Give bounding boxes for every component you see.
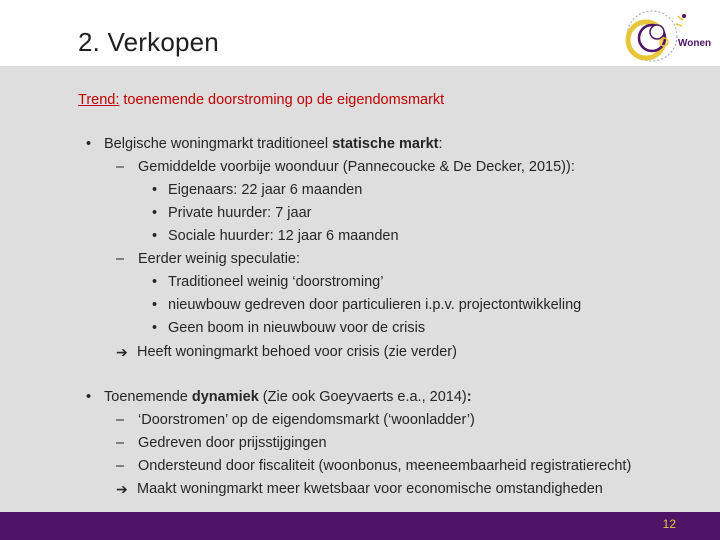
sub2-dash: – [116, 251, 125, 267]
section2-citation: (Zie ook Goeyvaerts e.a., 2014) [258, 389, 467, 405]
section1-colon: : [438, 136, 443, 152]
list-item-bullet: • [152, 297, 158, 313]
list-item-dash: – [116, 435, 125, 451]
list-item: nieuwbouw gedreven door particulieren i.p.v. projectontwikkeling [168, 297, 582, 313]
logo-text: Wonen [678, 38, 712, 49]
list-item: Geen boom in nieuwbouw voor de crisis [168, 320, 426, 336]
list-item-dash: – [116, 412, 125, 428]
section1-text: Belgische woningmarkt traditioneel [104, 136, 333, 152]
list-item-dash: – [116, 458, 125, 474]
section2-bold: dynamiek [191, 389, 259, 405]
page-number: 12 [662, 517, 676, 531]
slide-header [0, 0, 720, 66]
section1-bold: statische markt [332, 136, 439, 152]
trend-label: Trend: [78, 92, 120, 108]
list-item-bullet: • [152, 228, 158, 244]
list-item-bullet: • [152, 205, 158, 221]
section1-conclusion: Heeft woningmarkt behoed voor crisis (zie verder) [137, 344, 457, 360]
list-item: Private huurder: 7 jaar [168, 205, 312, 221]
slide-footer [0, 512, 720, 540]
section1-heading [104, 135, 443, 153]
sub1-dash: – [116, 159, 125, 175]
list-item: Ondersteund door fiscaliteit (woonbonus, meeneembaarheid registratierecht) [138, 458, 632, 474]
list-item-bullet: • [152, 320, 158, 336]
list-item-bullet: • [152, 182, 158, 198]
sub2-text: Eerder weinig speculatie: [138, 251, 301, 267]
section2-conclusion: Maakt woningmarkt meer kwetsbaar voor economische omstandigheden [137, 481, 603, 497]
slide-title: 2. Verkopen [78, 27, 219, 57]
list-item: ‘Doorstromen’ op de eigendomsmarkt (‘woonladder’) [138, 412, 475, 428]
arrow-right-icon: ➔ [116, 344, 128, 360]
list-item: Traditioneel weinig ‘doorstroming’ [168, 274, 384, 290]
trend-text: toenemende doorstroming op de eigendomsmarkt [119, 92, 445, 108]
list-item: Eigenaars: 22 jaar 6 maanden [168, 182, 363, 198]
section2-colon: : [466, 389, 472, 405]
section2-bullet: • [86, 389, 92, 405]
arrow-right-icon: ➔ [116, 481, 128, 497]
slide-content [0, 66, 720, 512]
steunpunt-wonen-logo-icon [612, 4, 716, 64]
section2-heading [104, 388, 472, 406]
trend-subtitle [78, 91, 444, 109]
section1-bullet: • [86, 136, 92, 152]
list-item: Gedreven door prijsstijgingen [138, 435, 327, 451]
list-item-bullet: • [152, 274, 158, 290]
list-item: Sociale huurder: 12 jaar 6 maanden [168, 228, 399, 244]
sub1-text: Gemiddelde voorbije woonduur (Pannecoucke & De Decker, 2015)): [138, 159, 575, 175]
section2-text: Toenemende [104, 389, 192, 405]
